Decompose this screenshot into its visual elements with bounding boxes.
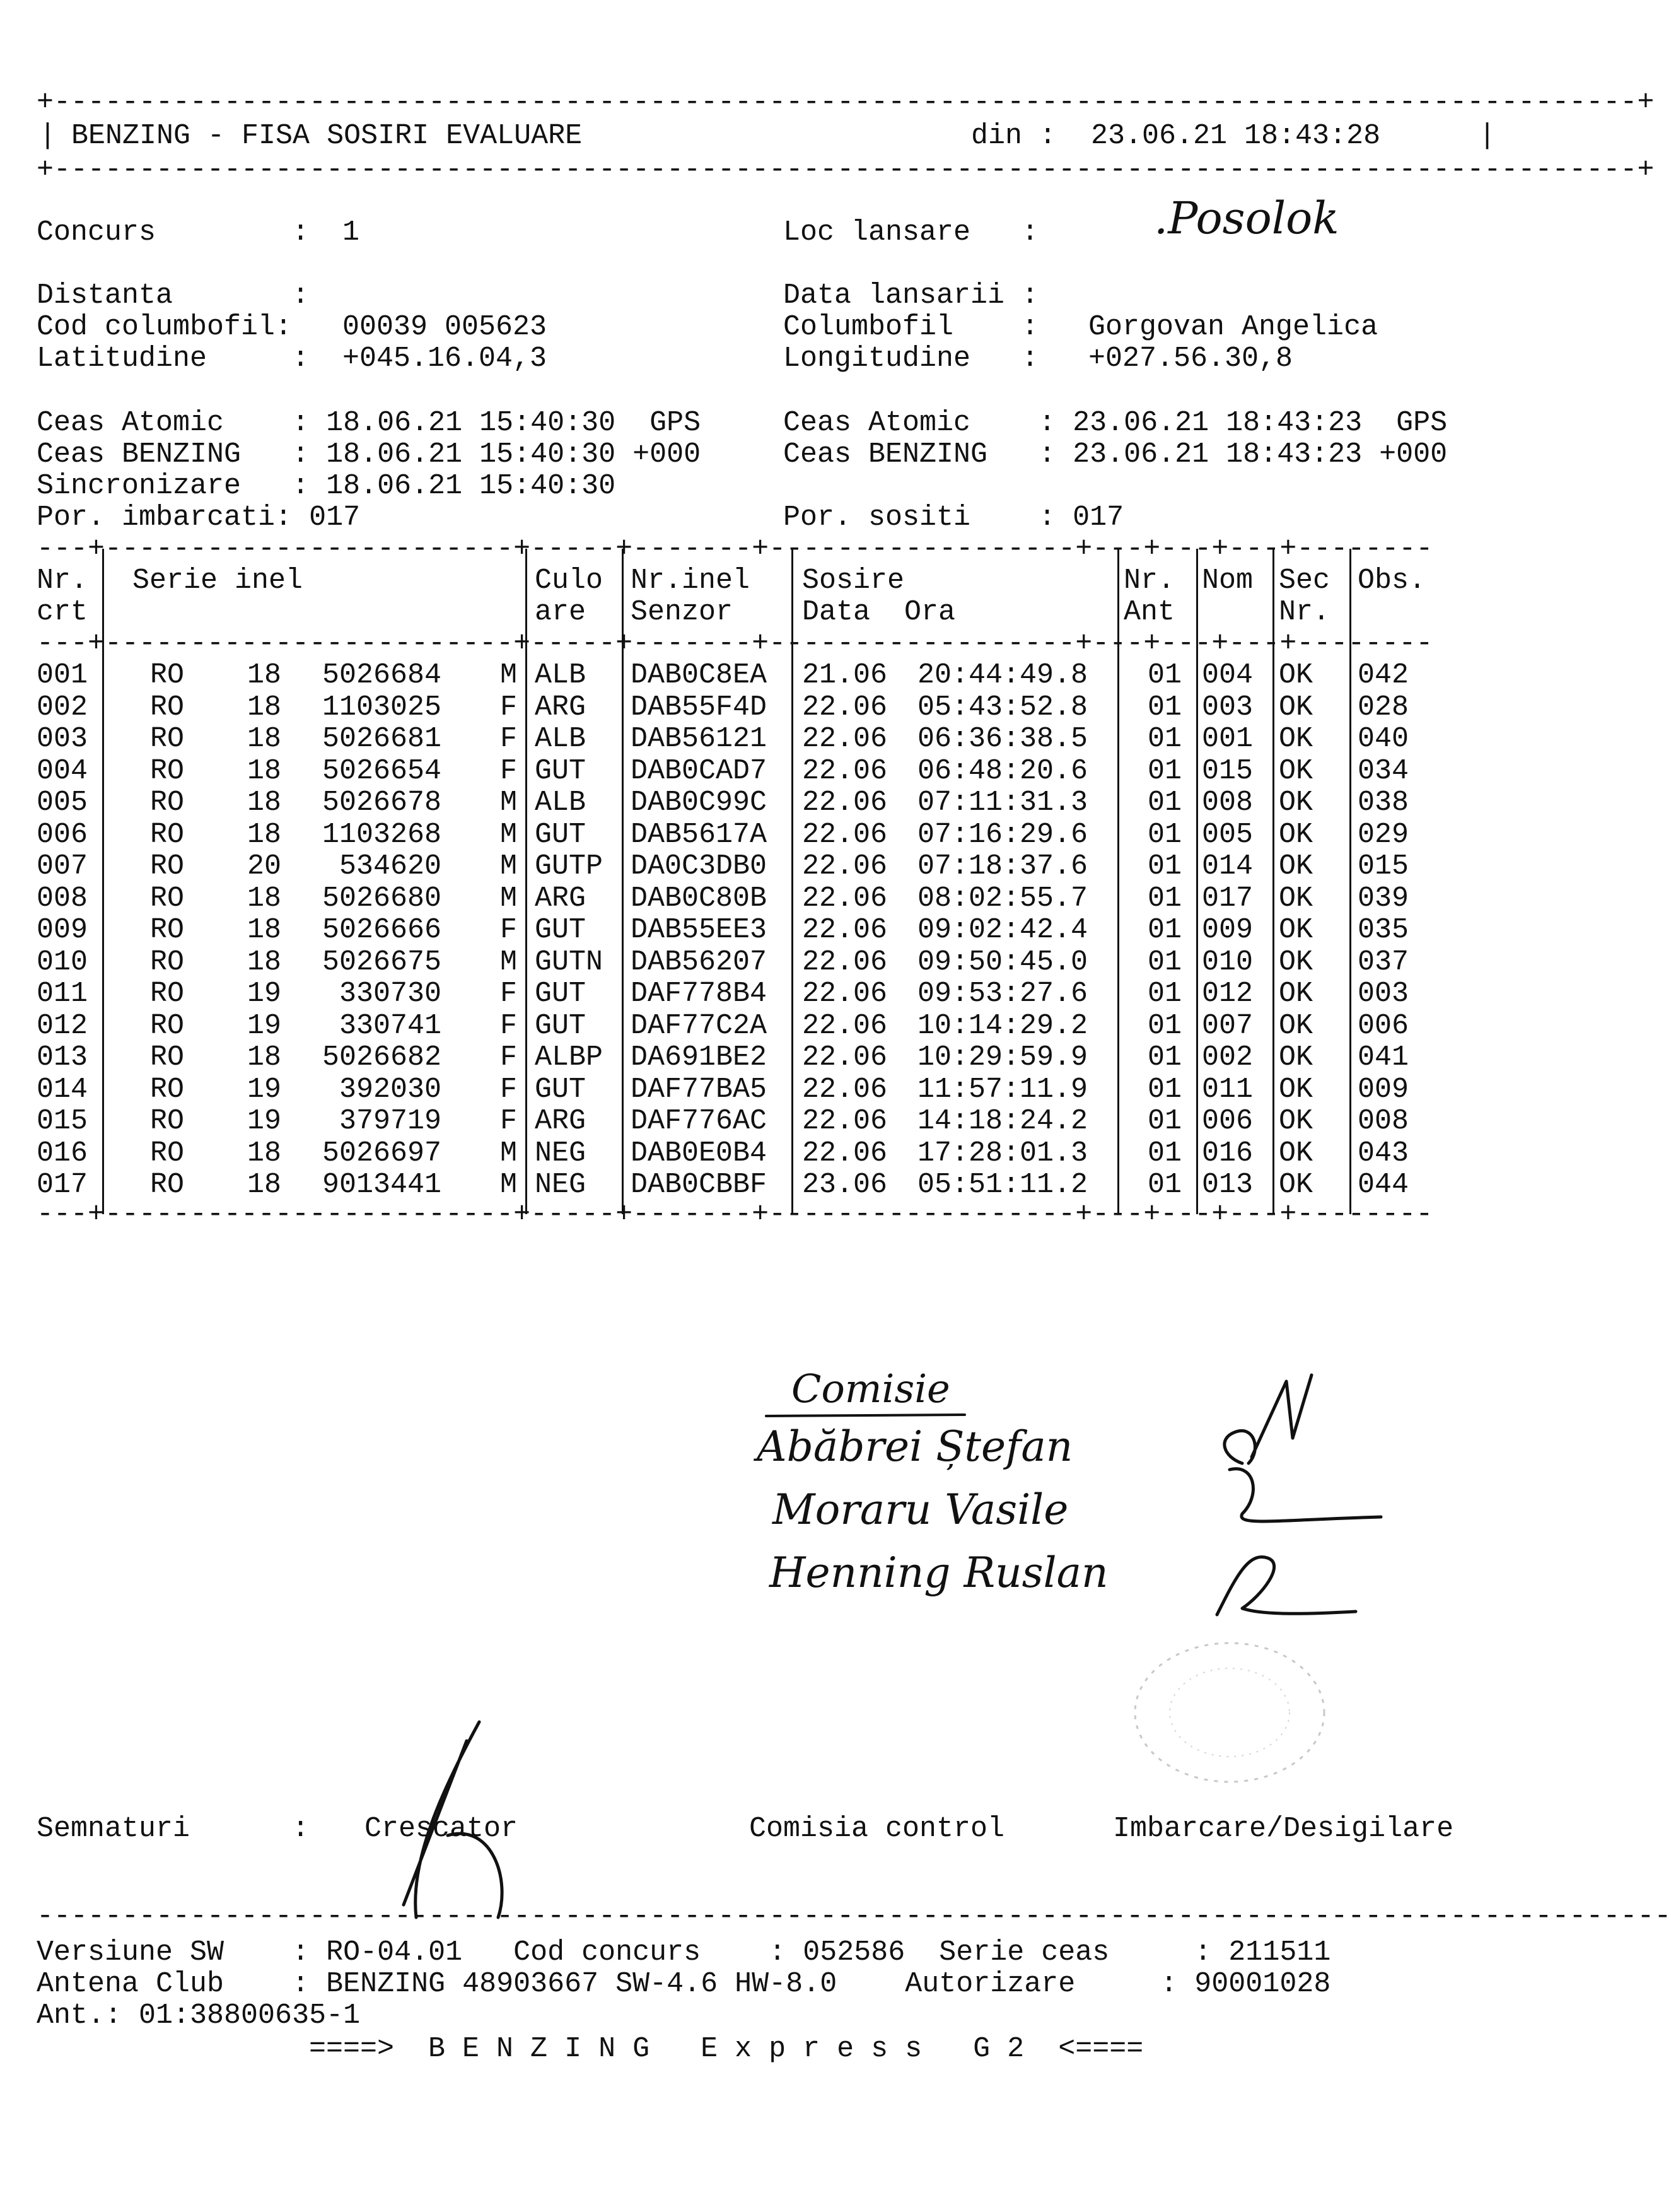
footer-separator: ------------------------------------------------------------------------------------------------: [37, 1900, 1671, 1933]
cell-an: 18: [247, 818, 282, 851]
cell-ora: 09:53:27.6: [917, 978, 1088, 1010]
cell-data: 22.06: [802, 850, 888, 882]
cell-ant: 01: [1148, 787, 1182, 819]
cell-an: 19: [247, 1105, 282, 1137]
cell-ant: 01: [1148, 914, 1182, 946]
cell-data: 22.06: [802, 787, 888, 819]
col-header-nr: Nr.: [37, 565, 88, 597]
cell-ora: 10:29:59.9: [917, 1041, 1088, 1074]
cell-nr: 012: [37, 1009, 88, 1042]
cell-sex: M: [499, 1169, 517, 1201]
cell-tara: RO: [150, 1009, 185, 1042]
cell-data: 22.06: [802, 754, 888, 787]
cell-sec: OK: [1279, 754, 1313, 787]
cell-ant: 01: [1148, 1137, 1182, 1169]
cell-ant: 01: [1148, 882, 1182, 915]
cell-inel: 5026697: [322, 1137, 441, 1169]
cell-obs: 035: [1358, 914, 1409, 946]
col-rule-2: [525, 549, 527, 1214]
cell-culoare: GUT: [535, 818, 586, 851]
cell-inel: 5026681: [322, 723, 441, 755]
cell-senzor: DAB0C80B: [631, 882, 767, 915]
cell-inel: 392030: [339, 1073, 441, 1106]
cell-nr: 001: [37, 659, 88, 691]
col-header-inel-2: Senzor: [631, 596, 733, 628]
cell-culoare: GUT: [535, 978, 586, 1010]
cell-data: 22.06: [802, 914, 888, 946]
cell-culoare: GUTP: [535, 850, 603, 882]
ceas-atomic-start: Ceas Atomic : 18.06.21 15:40:30 GPS: [37, 407, 701, 439]
col-header-inel-1: Nr.inel: [631, 565, 750, 597]
cell-sec: OK: [1279, 1105, 1313, 1137]
cell-sex: M: [499, 945, 517, 978]
cell-sec: OK: [1279, 978, 1313, 1010]
cell-ant: 01: [1148, 1169, 1182, 1201]
commission-signature-3: [1192, 1539, 1368, 1627]
commission-member-3: Henning Ruslan: [769, 1548, 1109, 1597]
cell-sec: OK: [1279, 1169, 1313, 1201]
columbofil-value: Gorgovan Angelica: [1088, 311, 1378, 343]
cell-sec: OK: [1279, 945, 1313, 978]
footer-versiune: Versiune SW : RO-04.01 Cod concurs : 052586 Serie ceas : 211511: [37, 1936, 1331, 1969]
cell-nom: 002: [1202, 1041, 1254, 1074]
cell-sec: OK: [1279, 1137, 1313, 1169]
cell-nom: 015: [1202, 754, 1254, 787]
cell-obs: 043: [1358, 1137, 1409, 1169]
cell-nom: 003: [1202, 691, 1254, 723]
cell-data: 22.06: [802, 691, 888, 723]
cell-senzor: DAF778B4: [631, 978, 767, 1010]
cell-data: 22.06: [802, 723, 888, 755]
cell-an: 18: [247, 691, 282, 723]
cell-senzor: DAF77C2A: [631, 1009, 767, 1042]
cell-sex: M: [499, 882, 517, 915]
cell-ant: 01: [1148, 1073, 1182, 1106]
col-rule-3: [622, 549, 624, 1214]
cell-obs: 028: [1358, 691, 1409, 723]
longitudine-value: +027.56.30,8: [1088, 342, 1293, 375]
table-header-separator: ---+------------------------+-----+-------+------------------+---+---+---+--------: [37, 628, 1433, 660]
cell-data: 22.06: [802, 1137, 888, 1169]
cell-ora: 06:36:38.5: [917, 723, 1088, 755]
cell-sec: OK: [1279, 818, 1313, 851]
cell-obs: 003: [1358, 978, 1409, 1010]
cell-inel: 5026680: [322, 882, 441, 915]
cell-nom: 013: [1202, 1169, 1254, 1201]
cell-an: 18: [247, 914, 282, 946]
col-header-sosire-2: Data Ora: [802, 596, 956, 628]
cell-ant: 01: [1148, 754, 1182, 787]
cell-data: 22.06: [802, 1041, 888, 1074]
cell-tara: RO: [150, 1137, 185, 1169]
cell-inel: 5026675: [322, 945, 441, 978]
cell-obs: 034: [1358, 754, 1409, 787]
cell-ora: 11:57:11.9: [917, 1073, 1088, 1106]
cell-nr: 008: [37, 882, 88, 915]
cell-tara: RO: [150, 754, 185, 787]
cell-sec: OK: [1279, 914, 1313, 946]
col-rule-1: [102, 549, 104, 1214]
cell-nr: 002: [37, 691, 88, 723]
commission-member-2: Moraru Vasile: [772, 1485, 1069, 1534]
cell-senzor: DAB56207: [631, 945, 767, 978]
concurs-label: Concurs :: [37, 216, 310, 249]
cell-sex: F: [499, 978, 517, 1010]
cell-sex: M: [499, 659, 517, 691]
signature-crescator-label: Crescator: [364, 1813, 518, 1845]
cell-an: 18: [247, 1041, 282, 1074]
col-header-ant-2: Ant: [1124, 596, 1175, 628]
cell-culoare: GUTN: [535, 945, 603, 978]
cell-tara: RO: [150, 1169, 185, 1201]
cell-sex: F: [499, 1041, 517, 1074]
header-border-top: +---------------------------------------------------------------------------------------------+: [37, 86, 1655, 119]
cell-sec: OK: [1279, 1041, 1313, 1074]
cell-culoare: GUT: [535, 1009, 586, 1042]
cell-sec: OK: [1279, 723, 1313, 755]
data-lansarii-label: Data lansarii :: [783, 279, 1039, 312]
cell-inel: 330730: [339, 978, 441, 1010]
cell-senzor: DAB0CAD7: [631, 754, 767, 787]
cell-ora: 07:16:29.6: [917, 818, 1088, 851]
cell-nr: 010: [37, 945, 88, 978]
col-header-serie: Serie inel: [132, 565, 303, 597]
cell-an: 18: [247, 945, 282, 978]
commission-title-underline: [763, 1410, 971, 1422]
cell-obs: 042: [1358, 659, 1409, 691]
signature-comisia-label: Comisia control: [749, 1813, 1005, 1845]
col-rule-6: [1196, 549, 1198, 1214]
cell-ant: 01: [1148, 659, 1182, 691]
cell-inel: 5026678: [322, 787, 441, 819]
longitudine-label: Longitudine :: [783, 342, 1039, 375]
commission-title: Comisie: [791, 1366, 950, 1412]
cell-ant: 01: [1148, 1041, 1182, 1074]
cell-nr: 016: [37, 1137, 88, 1169]
crescator-signature: [366, 1716, 530, 1924]
cell-sec: OK: [1279, 787, 1313, 819]
cell-senzor: DAF776AC: [631, 1105, 767, 1137]
distanta-label: Distanta :: [37, 279, 310, 312]
cell-sex: F: [499, 754, 517, 787]
report-date-label: din :: [971, 120, 1057, 152]
cell-sex: M: [499, 818, 517, 851]
cell-nr: 013: [37, 1041, 88, 1074]
cell-tara: RO: [150, 691, 185, 723]
cell-culoare: ALBP: [535, 1041, 603, 1074]
cell-ora: 20:44:49.8: [917, 659, 1088, 691]
cell-sex: F: [499, 691, 517, 723]
cell-data: 22.06: [802, 818, 888, 851]
cell-culoare: ALB: [535, 659, 586, 691]
cell-tara: RO: [150, 850, 185, 882]
cell-ora: 09:02:42.4: [917, 914, 1088, 946]
cell-nom: 014: [1202, 850, 1254, 882]
cell-senzor: DAB0CBBF: [631, 1169, 767, 1201]
cell-data: 22.06: [802, 882, 888, 915]
cell-tara: RO: [150, 945, 185, 978]
cell-inel: 534620: [339, 850, 441, 882]
cell-ora: 06:48:20.6: [917, 754, 1088, 787]
col-rule-7: [1272, 549, 1274, 1214]
cell-nr: 015: [37, 1105, 88, 1137]
cell-sex: F: [499, 1105, 517, 1137]
cell-an: 18: [247, 787, 282, 819]
cell-senzor: DAF77BA5: [631, 1073, 767, 1106]
col-rule-8: [1349, 549, 1351, 1214]
col-rule-4: [791, 549, 793, 1214]
col-header-culoare-2: are: [535, 596, 586, 628]
cell-obs: 040: [1358, 723, 1409, 755]
cell-culoare: ALB: [535, 787, 586, 819]
cell-culoare: ARG: [535, 1105, 586, 1137]
cell-sec: OK: [1279, 850, 1313, 882]
col-header-nom: Nom: [1202, 565, 1254, 597]
cell-obs: 009: [1358, 1073, 1409, 1106]
cell-an: 18: [247, 754, 282, 787]
cell-ora: 09:50:45.0: [917, 945, 1088, 978]
cell-nom: 006: [1202, 1105, 1254, 1137]
cell-culoare: NEG: [535, 1169, 586, 1201]
cell-sex: F: [499, 723, 517, 755]
cell-inel: 5026684: [322, 659, 441, 691]
cell-sec: OK: [1279, 1009, 1313, 1042]
cell-ant: 01: [1148, 1009, 1182, 1042]
porumbei-sositi: Por. sositi : 017: [783, 501, 1124, 534]
cell-nr: 011: [37, 978, 88, 1010]
cell-nr: 004: [37, 754, 88, 787]
cell-ant: 01: [1148, 945, 1182, 978]
signature-imbarcare-label: Imbarcare/Desigilare: [1113, 1813, 1454, 1845]
cell-ora: 10:14:29.2: [917, 1009, 1088, 1042]
commission-signature-2: [1217, 1457, 1394, 1545]
ceas-benzing-end: Ceas BENZING : 23.06.21 18:43:23 +000: [783, 438, 1448, 471]
cell-tara: RO: [150, 1073, 185, 1106]
cell-an: 18: [247, 1169, 282, 1201]
cell-ora: 07:18:37.6: [917, 850, 1088, 882]
cell-obs: 006: [1358, 1009, 1409, 1042]
cell-culoare: GUT: [535, 754, 586, 787]
table-border-bottom: ---+------------------------+-----+-------+------------------+---+---+---+--------: [37, 1198, 1433, 1231]
cell-inel: 1103025: [322, 691, 441, 723]
cell-nom: 001: [1202, 723, 1254, 755]
cell-tara: RO: [150, 787, 185, 819]
col-header-sec-1: Sec: [1279, 565, 1330, 597]
cell-nom: 005: [1202, 818, 1254, 851]
cell-data: 22.06: [802, 1009, 888, 1042]
cell-sex: M: [499, 1137, 517, 1169]
cell-data: 22.06: [802, 978, 888, 1010]
cell-obs: 029: [1358, 818, 1409, 851]
cell-senzor: DAB55EE3: [631, 914, 767, 946]
cell-nom: 007: [1202, 1009, 1254, 1042]
cell-inel: 5026654: [322, 754, 441, 787]
report-date-value: 23.06.21 18:43:28: [1091, 120, 1381, 152]
cell-an: 19: [247, 1073, 282, 1106]
cell-sec: OK: [1279, 882, 1313, 915]
cell-nr: 006: [37, 818, 88, 851]
cell-obs: 037: [1358, 945, 1409, 978]
cell-inel: 5026666: [322, 914, 441, 946]
cell-ant: 01: [1148, 850, 1182, 882]
col-header-culoare-1: Culo: [535, 565, 603, 597]
commission-stamp: [1116, 1627, 1343, 1798]
cell-data: 22.06: [802, 1073, 888, 1106]
cell-data: 22.06: [802, 1105, 888, 1137]
cell-sex: M: [499, 850, 517, 882]
cell-inel: 5026682: [322, 1041, 441, 1074]
report-title: BENZING - FISA SOSIRI EVALUARE: [71, 120, 583, 152]
ceas-atomic-end: Ceas Atomic : 23.06.21 18:43:23 GPS: [783, 407, 1448, 439]
cell-ant: 01: [1148, 723, 1182, 755]
cell-nr: 017: [37, 1169, 88, 1201]
cell-obs: 044: [1358, 1169, 1409, 1201]
cell-nom: 008: [1202, 787, 1254, 819]
col-header-obs: Obs.: [1358, 565, 1426, 597]
cell-sex: F: [499, 1009, 517, 1042]
cell-nr: 009: [37, 914, 88, 946]
cell-culoare: ALB: [535, 723, 586, 755]
header-border-bottom: +---------------------------------------------------------------------------------------------+: [37, 154, 1655, 186]
columbofil-label: Columbofil :: [783, 311, 1039, 343]
commission-member-1: Abăbrei Ștefan: [757, 1422, 1073, 1471]
cell-senzor: DAB55F4D: [631, 691, 767, 723]
cell-inel: 379719: [339, 1105, 441, 1137]
ceas-benzing-start: Ceas BENZING : 18.06.21 15:40:30 +000: [37, 438, 701, 471]
cell-senzor: DAB56121: [631, 723, 767, 755]
col-rule-5: [1117, 549, 1119, 1214]
cell-ant: 01: [1148, 1105, 1182, 1137]
header-left-bar: |: [39, 120, 57, 152]
cell-nr: 003: [37, 723, 88, 755]
cell-sex: F: [499, 914, 517, 946]
col-header-sosire-1: Sosire: [802, 565, 905, 597]
col-header-ant-1: Nr.: [1124, 565, 1175, 597]
cell-tara: RO: [150, 723, 185, 755]
cell-tara: RO: [150, 914, 185, 946]
cell-tara: RO: [150, 818, 185, 851]
cell-obs: 008: [1358, 1105, 1409, 1137]
cell-culoare: GUT: [535, 914, 586, 946]
cell-data: 22.06: [802, 945, 888, 978]
sincronizare: Sincronizare : 18.06.21 15:40:30: [37, 470, 616, 502]
cell-ora: 08:02:55.7: [917, 882, 1088, 915]
cell-nom: 012: [1202, 978, 1254, 1010]
cell-tara: RO: [150, 1105, 185, 1137]
cell-ora: 05:51:11.2: [917, 1169, 1088, 1201]
cell-senzor: DA691BE2: [631, 1041, 767, 1074]
footer-ant: Ant.: 01:38800635-1: [37, 1999, 361, 2032]
header-right-bar: |: [1479, 120, 1496, 152]
cell-nom: 016: [1202, 1137, 1254, 1169]
cell-inel: 330741: [339, 1009, 441, 1042]
cell-data: 21.06: [802, 659, 888, 691]
concurs-value: 1: [342, 216, 360, 249]
cell-sec: OK: [1279, 659, 1313, 691]
cell-nom: 004: [1202, 659, 1254, 691]
cell-an: 18: [247, 882, 282, 915]
cell-nr: 005: [37, 787, 88, 819]
cell-obs: 038: [1358, 787, 1409, 819]
cell-inel: 1103268: [322, 818, 441, 851]
cell-tara: RO: [150, 659, 185, 691]
cell-nom: 017: [1202, 882, 1254, 915]
latitudine-label: Latitudine :: [37, 342, 310, 375]
col-header-sec-2: Nr.: [1279, 596, 1330, 628]
cell-nom: 010: [1202, 945, 1254, 978]
cell-obs: 039: [1358, 882, 1409, 915]
cell-nom: 009: [1202, 914, 1254, 946]
cell-senzor: DAB0C99C: [631, 787, 767, 819]
cell-tara: RO: [150, 978, 185, 1010]
porumbei-imbarcati: Por. imbarcati: 017: [37, 501, 361, 534]
cell-nr: 014: [37, 1073, 88, 1106]
cell-ora: 14:18:24.2: [917, 1105, 1088, 1137]
cell-an: 18: [247, 723, 282, 755]
cod-columbofil-value: 00039 005623: [342, 311, 547, 343]
footer-antena: Antena Club : BENZING 48903667 SW-4.6 HW-8.0 Autorizare : 90001028: [37, 1968, 1331, 2000]
cell-senzor: DAB0E0B4: [631, 1137, 767, 1169]
signatures-label: Semnaturi :: [37, 1813, 310, 1845]
cell-sex: F: [499, 1073, 517, 1106]
cell-ant: 01: [1148, 691, 1182, 723]
cell-an: 19: [247, 1009, 282, 1042]
cell-senzor: DAB5617A: [631, 818, 767, 851]
cell-sec: OK: [1279, 691, 1313, 723]
cell-obs: 041: [1358, 1041, 1409, 1074]
cell-an: 19: [247, 978, 282, 1010]
cell-culoare: ARG: [535, 882, 586, 915]
cell-ora: 05:43:52.8: [917, 691, 1088, 723]
loc-lansare-handwritten: .Posolok: [1154, 192, 1339, 244]
cell-tara: RO: [150, 882, 185, 915]
cell-sex: M: [499, 787, 517, 819]
cell-sec: OK: [1279, 1073, 1313, 1106]
cell-culoare: ARG: [535, 691, 586, 723]
cell-data: 23.06: [802, 1169, 888, 1201]
cell-an: 18: [247, 1137, 282, 1169]
latitudine-value: +045.16.04,3: [342, 342, 547, 375]
cell-nr: 007: [37, 850, 88, 882]
cell-culoare: NEG: [535, 1137, 586, 1169]
cell-senzor: DAB0C8EA: [631, 659, 767, 691]
cell-an: 20: [247, 850, 282, 882]
cell-ant: 01: [1148, 818, 1182, 851]
col-header-crt: crt: [37, 596, 88, 628]
cell-culoare: GUT: [535, 1073, 586, 1106]
cell-inel: 9013441: [322, 1169, 441, 1201]
cell-tara: RO: [150, 1041, 185, 1074]
cod-columbofil-label: Cod columbofil:: [37, 311, 293, 343]
cell-ora: 07:11:31.3: [917, 787, 1088, 819]
cell-senzor: DA0C3DB0: [631, 850, 767, 882]
loc-lansare-label: Loc lansare :: [783, 216, 1039, 249]
cell-ant: 01: [1148, 978, 1182, 1010]
table-border-top: ---+------------------------+-----+-------+------------------+---+---+---+--------: [37, 533, 1433, 565]
cell-nom: 011: [1202, 1073, 1254, 1106]
footer-express-banner: ====> B E N Z I N G E x p r e s s G 2 <====: [309, 2033, 1144, 2065]
cell-an: 18: [247, 659, 282, 691]
cell-obs: 015: [1358, 850, 1409, 882]
cell-ora: 17:28:01.3: [917, 1137, 1088, 1169]
